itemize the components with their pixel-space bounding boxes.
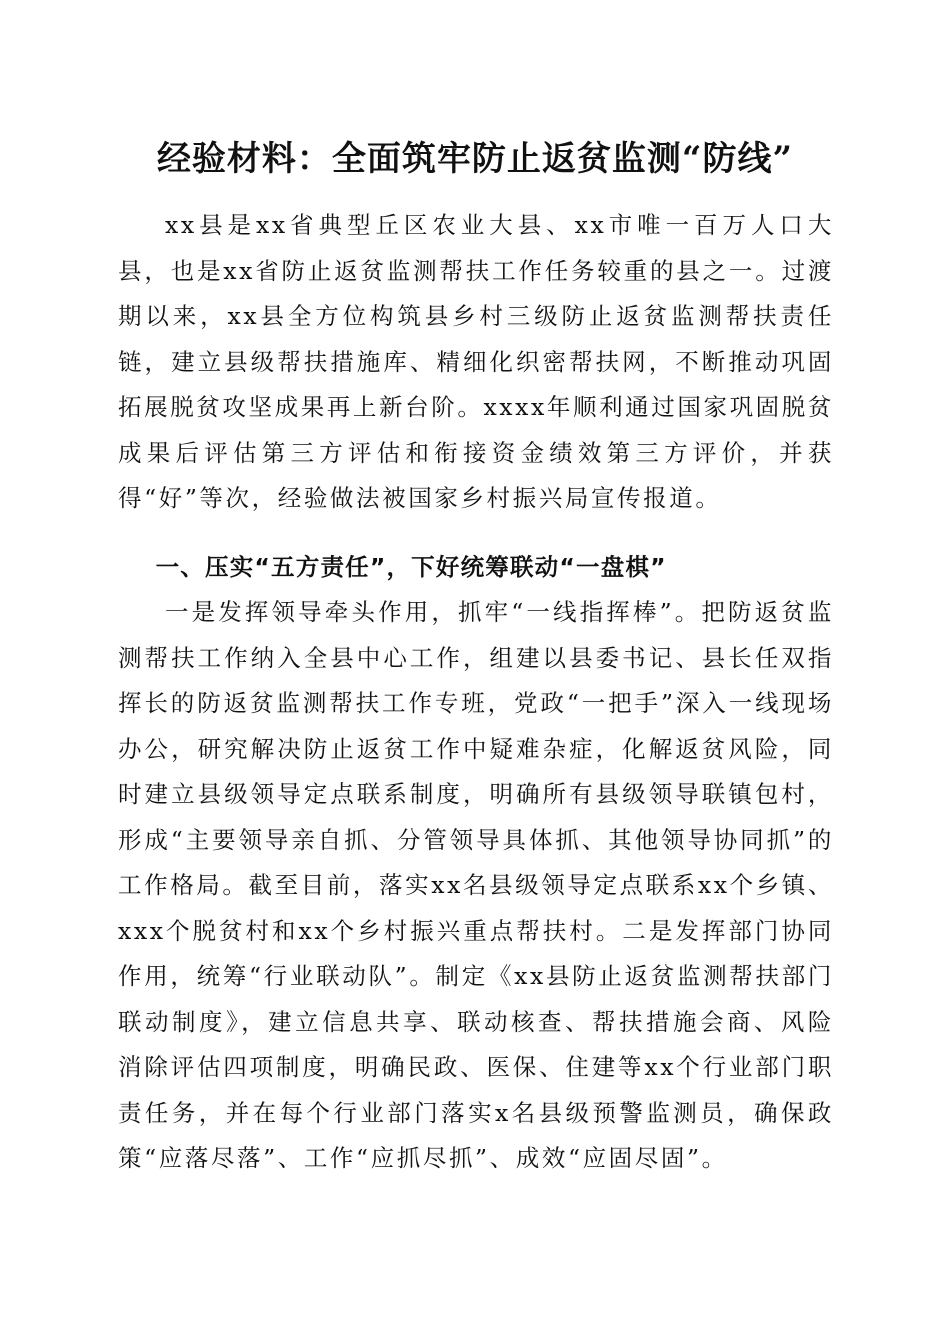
section-heading: 一、压实“五方责任”，下好统筹联动“一盘棋” — [155, 553, 667, 581]
intro-paragraph: xx县是xx省典型丘区农业大县、xx市唯一百万人口大县，也是xx省防止返贫监测帮扶工作任务较重的县之一。过渡期以来，xx县全方位构筑县乡村三级防止返贫监测帮扶责任链，建立县级帮扶措施库、精细化织密帮扶网，不断推动巩固拓展脱贫攻坚成果再上新台阶。xxxx年顺利通过国家巩固脱贫成果后评估第三方评估和衔接资金绩效第三方评价，并获得“好”等次，经验做法被国家乡村振兴局宣传报道。 — [118, 211, 834, 512]
document-title: 经验材料：全面筑牢防止返贫监测“防线” — [156, 139, 794, 179]
section-paragraph: 一是发挥领导牵头作用，抓牢“一线指挥棒”。把防返贫监测帮扶工作纳入全县中心工作，组建以县委书记、县长任双指挥长的防返贫监测帮扶工作专班，党政“一把手”深入一线现场办公，研究解决防止返贫工作中疑难杂症，化解返贫风险，同时建立县级领导定点联系制度，明确所有县级领导联镇包村，形成“主要领导亲自抓、分管领导具体抓、其他领导协同抓”的工作格局。截至目前，落实xx名县级领导定点联系xx个乡镇、xxx个脱贫村和xx个乡村振兴重点帮扶村。二是发挥部门协同作用，统筹“行业联动队”。制定《xx县防止返贫监测帮扶部门联动制度》，建立信息共享、联动核查、帮扶措施会商、风险消除评估四项制度，明确民政、医保、住建等xx个行业部门职责任务，并在每个行业部门落实x名县级预警监测员，确保政策“应落尽落”、工作“应抓尽抓”、成效“应固尽固”。 — [118, 598, 834, 1172]
